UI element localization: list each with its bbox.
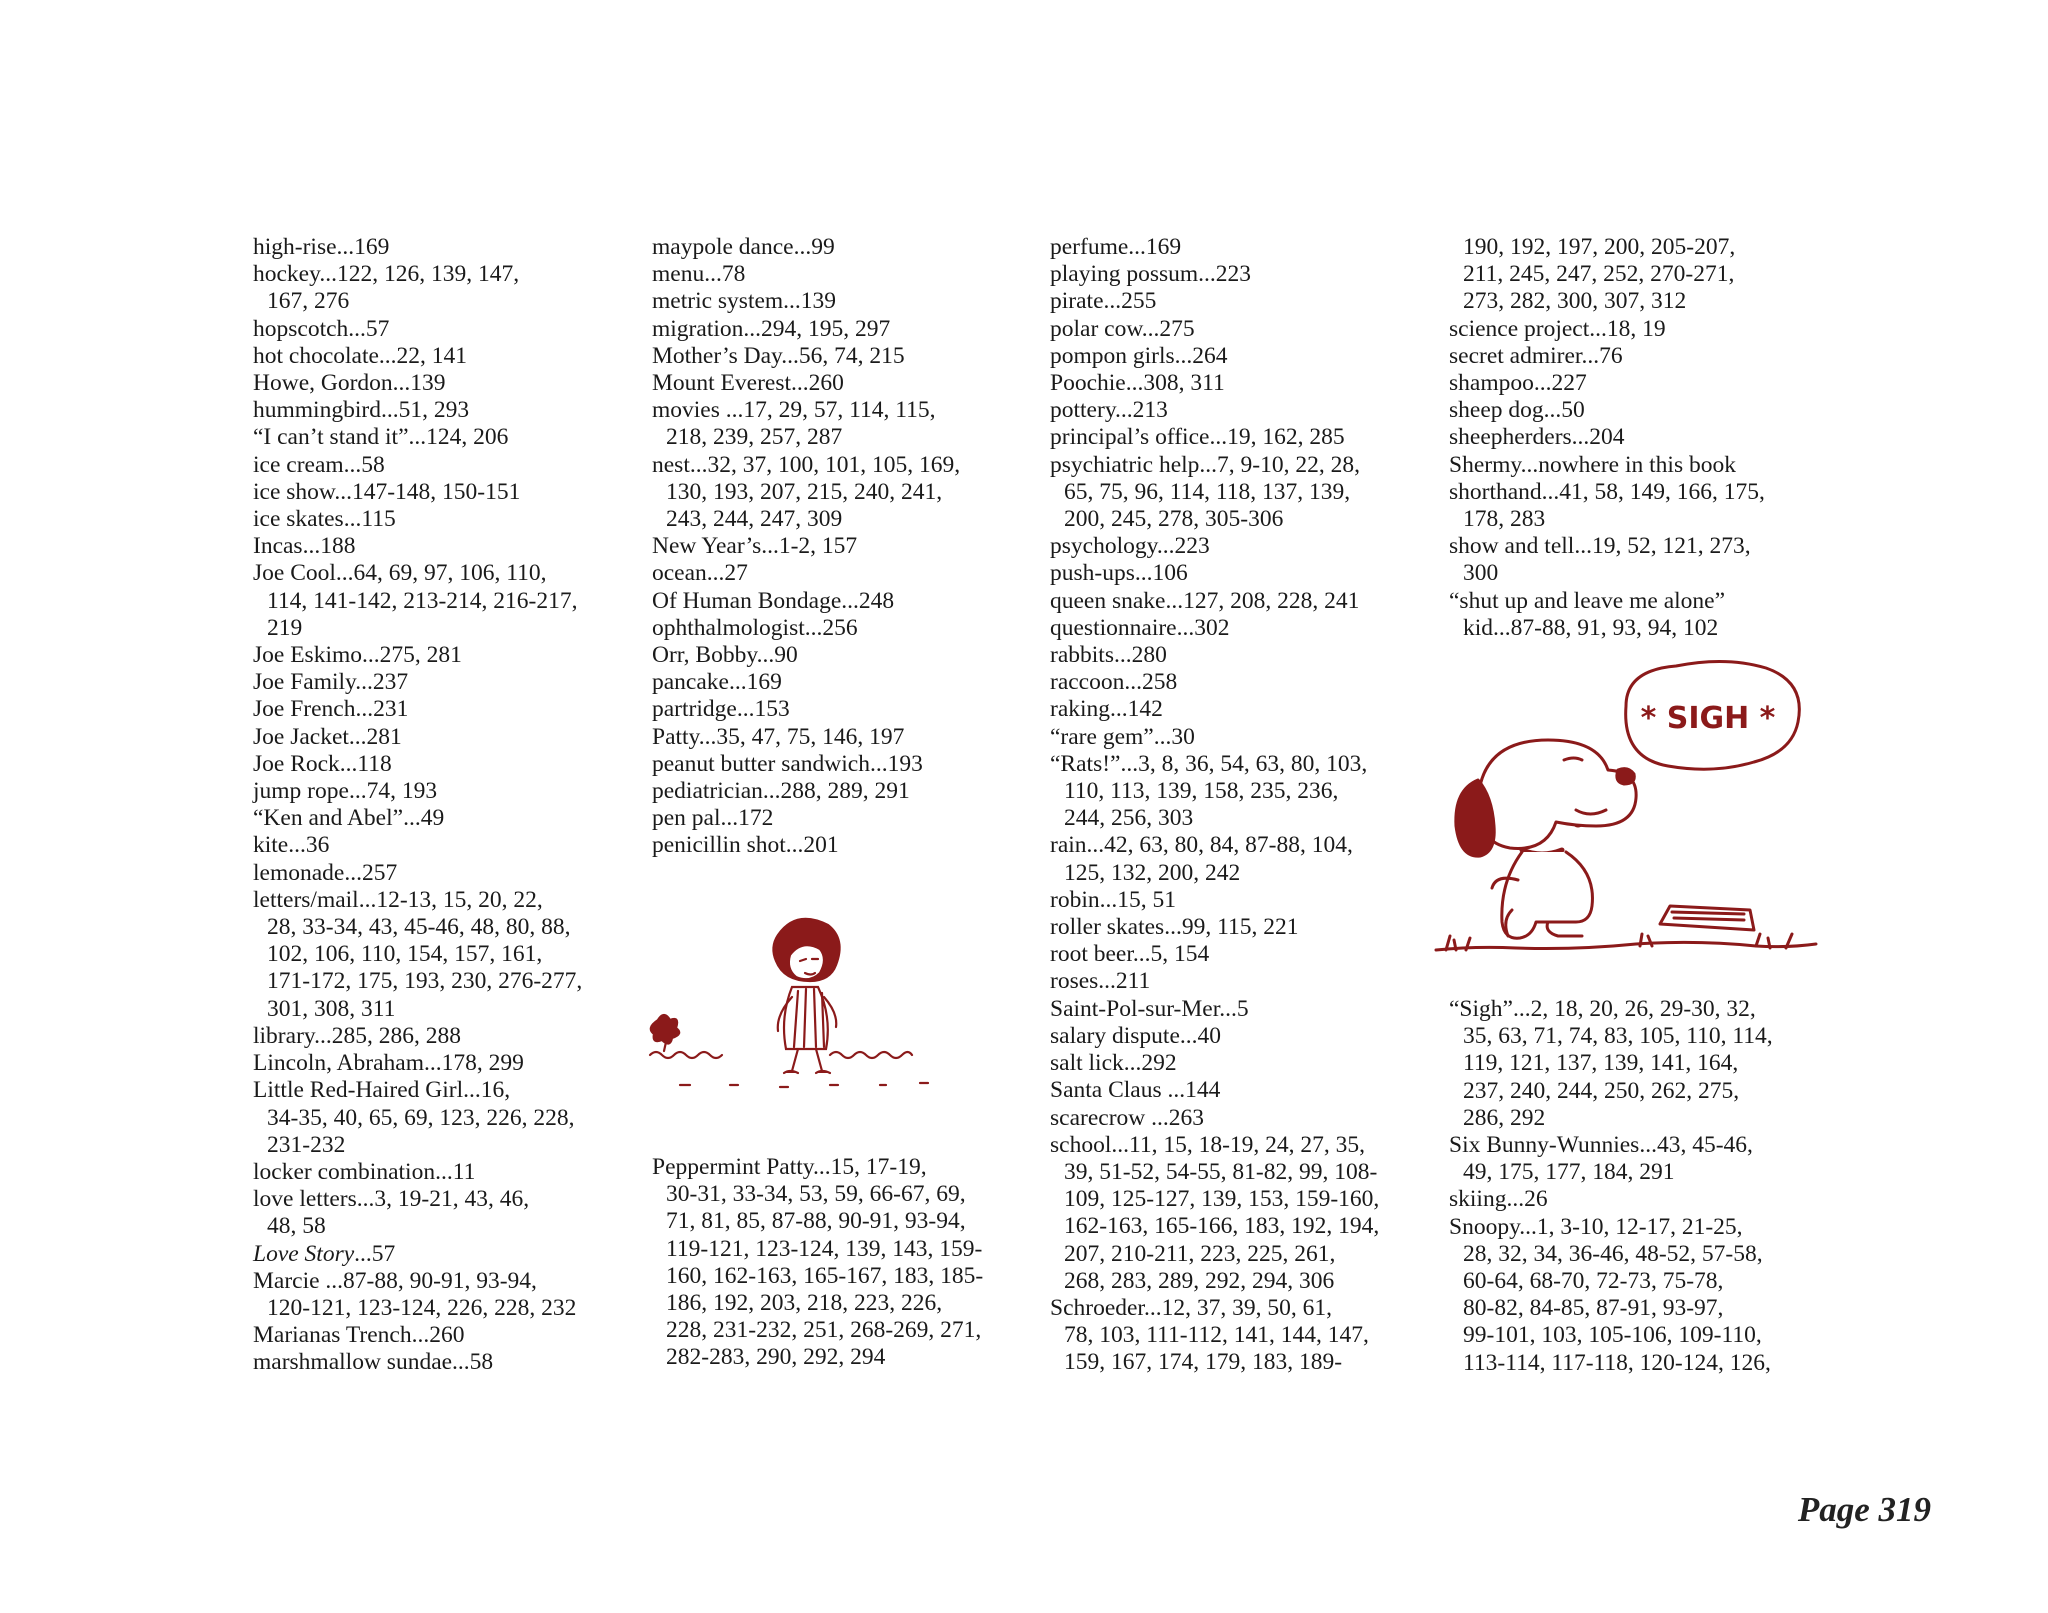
index-entry-continuation: 200, 245, 278, 305-306: [1064, 506, 1284, 533]
index-entry-continuation: 119-121, 123-124, 139, 143, 159-: [666, 1235, 983, 1262]
index-entry-continuation: 119, 121, 137, 139, 141, 164,: [1463, 1050, 1739, 1077]
index-entry: Joe Cool...64, 69, 97, 106, 110,: [253, 560, 547, 587]
index-entry-continuation: 167, 276: [267, 288, 350, 315]
index-entry-love-story: [253, 1241, 643, 1268]
index-entry-continuation: 186, 192, 203, 218, 223, 226,: [666, 1290, 943, 1317]
index-entry-continuation: 273, 282, 300, 307, 312: [1463, 288, 1687, 315]
index-entry-continuation: kid...87-88, 91, 93, 94, 102: [1463, 614, 1719, 641]
index-entry: ice skates...115: [253, 506, 396, 533]
index-entry: perfume...169: [1050, 234, 1182, 260]
index-entry: school...11, 15, 18-19, 24, 27, 35,: [1050, 1131, 1366, 1158]
index-entry: hockey...122, 126, 139, 147,: [253, 261, 520, 288]
index-entry: sheepherders...204: [1449, 424, 1625, 451]
index-entry-continuation: 71, 81, 85, 87-88, 90-91, 93-94,: [666, 1208, 966, 1235]
book-title: Love Story: [253, 1240, 355, 1267]
index-entry: root beer...5, 154: [1050, 941, 1210, 968]
index-entry-continuation: 268, 283, 289, 292, 294, 306: [1064, 1267, 1335, 1294]
index-entry-continuation: 190, 192, 197, 200, 205-207,: [1463, 234, 1736, 260]
index-entry: Saint-Pol-sur-Mer...5: [1050, 995, 1249, 1022]
index-entry: Snoopy...1, 3-10, 12-17, 21-25,: [1449, 1213, 1743, 1240]
index-entry: letters/mail...12-13, 15, 20, 22,: [253, 886, 543, 913]
index-entry: shorthand...41, 58, 149, 166, 175,: [1449, 478, 1765, 505]
index-entry: Lincoln, Abraham...178, 299: [253, 1050, 524, 1077]
index-entry-continuation: 60-64, 68-70, 72-73, 75-78,: [1463, 1268, 1724, 1295]
index-entry: Incas...188: [253, 533, 356, 560]
index-column-1: [253, 234, 643, 1377]
index-entry: jump rope...74, 193: [253, 778, 438, 805]
index-entry-continuation: 300: [1463, 560, 1499, 587]
index-entry: polar cow...275: [1050, 315, 1195, 342]
index-entry: Six Bunny-Wunnies...43, 45-46,: [1449, 1132, 1753, 1159]
index-entry: raccoon...258: [1050, 669, 1178, 696]
index-entry: “shut up and leave me alone”: [1449, 587, 1726, 614]
index-entry-continuation: 301, 308, 311: [267, 995, 396, 1022]
peppermint-patty-illustration: [640, 905, 980, 1105]
index-entry-continuation: 159, 167, 174, 179, 183, 189-: [1064, 1349, 1343, 1376]
index-entry: Marcie ...87-88, 90-91, 93-94,: [253, 1267, 537, 1294]
index-entry: Shermy...nowhere in this book: [1449, 451, 1736, 478]
index-entry-continuation: 39, 51-52, 54-55, 81-82, 99, 108-: [1064, 1158, 1378, 1185]
index-entry: “rare gem”...30: [1050, 723, 1195, 750]
index-entry-continuation: 178, 283: [1463, 506, 1546, 533]
index-entry: Santa Claus ...144: [1050, 1077, 1221, 1104]
index-entry: “Ken and Abel”...49: [253, 805, 445, 832]
index-entry: Schroeder...12, 37, 39, 50, 61,: [1050, 1294, 1332, 1321]
index-column-2-lower: [652, 1154, 1042, 1372]
index-entry: Howe, Gordon...139: [253, 370, 446, 397]
index-entry: Orr, Bobby...90: [652, 642, 798, 669]
index-entry: menu...78: [652, 261, 746, 288]
index-entry-continuation: 218, 239, 257, 287: [666, 424, 843, 451]
index-entry: salary dispute...40: [1050, 1022, 1221, 1049]
index-entry: Joe Family...237: [253, 669, 409, 696]
index-entry: scarecrow ...263: [1050, 1104, 1204, 1131]
index-entry: raking...142: [1050, 696, 1163, 723]
index-entry: rain...42, 63, 80, 84, 87-88, 104,: [1050, 832, 1353, 859]
index-entry: marshmallow sundae...58: [253, 1349, 494, 1376]
index-entry: Joe French...231: [253, 696, 409, 723]
index-entry: locker combination...11: [253, 1158, 476, 1185]
index-entry: peanut butter sandwich...193: [652, 750, 923, 777]
index-entry: shampoo...227: [1449, 370, 1587, 397]
index-entry: “I can’t stand it”...124, 206: [253, 424, 509, 451]
index-entry: ice cream...58: [253, 451, 385, 478]
index-column-2: [652, 234, 1042, 860]
index-entry: sheep dog...50: [1449, 397, 1585, 424]
index-entry: pen pal...172: [652, 805, 774, 832]
index-entry-continuation: 99-101, 103, 105-106, 109-110,: [1463, 1322, 1762, 1349]
index-entry: roller skates...99, 115, 221: [1050, 914, 1299, 941]
index-entry-continuation: 160, 162-163, 165-167, 183, 185-: [666, 1262, 984, 1289]
index-entry: Poochie...308, 311: [1050, 370, 1225, 397]
index-entry-continuation: 49, 175, 177, 184, 291: [1463, 1159, 1675, 1186]
index-entry: Mount Everest...260: [652, 370, 844, 397]
index-entry: rabbits...280: [1050, 642, 1167, 669]
index-entry-continuation: 282-283, 290, 292, 294: [666, 1344, 886, 1371]
index-entry: pediatrician...288, 289, 291: [652, 778, 910, 805]
index-entry: movies ...17, 29, 57, 114, 115,: [652, 397, 936, 424]
index-entry-continuation: 48, 58: [267, 1213, 326, 1240]
index-entry: lemonade...257: [253, 859, 398, 886]
index-entry: psychiatric help...7, 9-10, 22, 28,: [1050, 451, 1361, 478]
index-entry: Little Red-Haired Girl...16,: [253, 1077, 511, 1104]
index-entry: migration...294, 195, 297: [652, 315, 891, 342]
index-entry-continuation: 28, 33-34, 43, 45-46, 48, 80, 88,: [267, 914, 571, 941]
index-entry-continuation: 113-114, 117-118, 120-124, 126,: [1463, 1349, 1771, 1376]
index-entry: Joe Jacket...281: [253, 723, 402, 750]
index-entry-continuation: 30-31, 33-34, 53, 59, 66-67, 69,: [666, 1181, 966, 1208]
index-entry-continuation: 171-172, 175, 193, 230, 276-277,: [267, 968, 583, 995]
index-entry: roses...211: [1050, 968, 1151, 995]
index-entry: New Year’s...1-2, 157: [652, 533, 858, 560]
index-entry-continuation: 231-232: [267, 1131, 346, 1158]
index-entry-continuation: 28, 32, 34, 36-46, 48-52, 57-58,: [1463, 1240, 1763, 1267]
index-entry: questionnaire...302: [1050, 614, 1230, 641]
index-entry: Marianas Trench...260: [253, 1322, 465, 1349]
index-entry: Of Human Bondage...248: [652, 587, 895, 614]
index-entry: skiing...26: [1449, 1186, 1548, 1213]
index-entry: salt lick...292: [1050, 1050, 1177, 1077]
index-entry: Patty...35, 47, 75, 146, 197: [652, 723, 905, 750]
index-entry: pancake...169: [652, 669, 782, 696]
index-entry-continuation: 207, 210-211, 223, 225, 261,: [1064, 1240, 1336, 1267]
index-entry: kite...36: [253, 832, 330, 859]
page-number: Page 319: [1797, 1490, 1931, 1529]
index-entry: library...285, 286, 288: [253, 1022, 461, 1049]
index-entry: push-ups...106: [1050, 560, 1188, 587]
index-entry: Peppermint Patty...15, 17-19,: [652, 1154, 927, 1180]
index-entry-continuation: 110, 113, 139, 158, 235, 236,: [1064, 778, 1339, 805]
index-entry: pirate...255: [1050, 288, 1157, 315]
index-entry: playing possum...223: [1050, 261, 1252, 288]
index-entry-continuation: 228, 231-232, 251, 268-269, 271,: [666, 1317, 982, 1344]
index-entry: ice show...147-148, 150-151: [253, 478, 521, 505]
index-entry: high-rise...169: [253, 234, 390, 260]
index-entry: Mother’s Day...56, 74, 215: [652, 342, 905, 369]
index-entry: metric system...139: [652, 288, 837, 315]
index-column-4: [1449, 234, 1839, 642]
index-entry-continuation: 219: [267, 614, 303, 641]
index-entry: hummingbird...51, 293: [253, 397, 470, 424]
index-entry: pottery...213: [1050, 397, 1168, 424]
index-entry-continuation: 109, 125-127, 139, 153, 159-160,: [1064, 1186, 1380, 1213]
index-entry-continuation: 125, 132, 200, 242: [1064, 859, 1241, 886]
index-entry: queen snake...127, 208, 228, 241: [1050, 587, 1360, 614]
index-entry: “Sigh”...2, 18, 20, 26, 29-30, 32,: [1449, 996, 1756, 1022]
index-entry-continuation: 130, 193, 207, 215, 240, 241,: [666, 478, 943, 505]
index-entry-continuation: 114, 141-142, 213-214, 216-217,: [267, 587, 578, 614]
index-entry: Joe Eskimo...275, 281: [253, 642, 462, 669]
index-entry: partridge...153: [652, 696, 790, 723]
index-entry-continuation: 78, 103, 111-112, 141, 144, 147,: [1064, 1322, 1369, 1349]
index-entry-continuation: 244, 256, 303: [1064, 805, 1194, 832]
index-entry: hot chocolate...22, 141: [253, 342, 468, 369]
index-entry-continuation: 243, 244, 247, 309: [666, 506, 843, 533]
index-entry: hopscotch...57: [253, 315, 390, 342]
index-entry: love letters...3, 19-21, 43, 46,: [253, 1186, 530, 1213]
index-entry-continuation: 35, 63, 71, 74, 83, 105, 110, 114,: [1463, 1023, 1773, 1050]
index-entry-continuation: 34-35, 40, 65, 69, 123, 226, 228,: [267, 1104, 575, 1131]
index-column-4-lower: [1449, 996, 1839, 1377]
index-entry: penicillin shot...201: [652, 832, 839, 859]
index-column-3: [1050, 234, 1440, 1377]
index-entry: robin...15, 51: [1050, 886, 1176, 913]
index-entry: “Rats!”...3, 8, 36, 54, 63, 80, 103,: [1050, 750, 1368, 777]
page-refs: ...57: [354, 1240, 396, 1267]
index-entry-continuation: 162-163, 165-166, 183, 192, 194,: [1064, 1213, 1380, 1240]
index-entry-continuation: 286, 292: [1463, 1104, 1546, 1131]
index-entry-continuation: 80-82, 84-85, 87-91, 93-97,: [1463, 1295, 1724, 1322]
sigh-text: * SIGH *: [1640, 701, 1776, 736]
index-entry-continuation: 65, 75, 96, 114, 118, 137, 139,: [1064, 478, 1351, 505]
index-entry: nest...32, 37, 100, 101, 105, 169,: [652, 451, 961, 478]
index-entry: ophthalmologist...256: [652, 614, 858, 641]
index-entry-continuation: 120-121, 123-124, 226, 228, 232: [267, 1294, 577, 1321]
snoopy-illustration: [1426, 650, 1826, 970]
index-entry: show and tell...19, 52, 121, 273,: [1449, 533, 1751, 560]
index-entry: ocean...27: [652, 560, 748, 587]
index-entry-continuation: 102, 106, 110, 154, 157, 161,: [267, 941, 543, 968]
index-entry: secret admirer...76: [1449, 342, 1623, 369]
index-entry: maypole dance...99: [652, 234, 835, 260]
index-entry: science project...18, 19: [1449, 315, 1666, 342]
index-entry: psychology...223: [1050, 533, 1210, 560]
index-entry-continuation: 237, 240, 244, 250, 262, 275,: [1463, 1077, 1740, 1104]
index-entry-continuation: 211, 245, 247, 252, 270-271,: [1463, 261, 1735, 288]
index-entry: principal’s office...19, 162, 285: [1050, 424, 1345, 451]
index-entry: pompon girls...264: [1050, 342, 1228, 369]
index-entry: Joe Rock...118: [253, 750, 392, 777]
